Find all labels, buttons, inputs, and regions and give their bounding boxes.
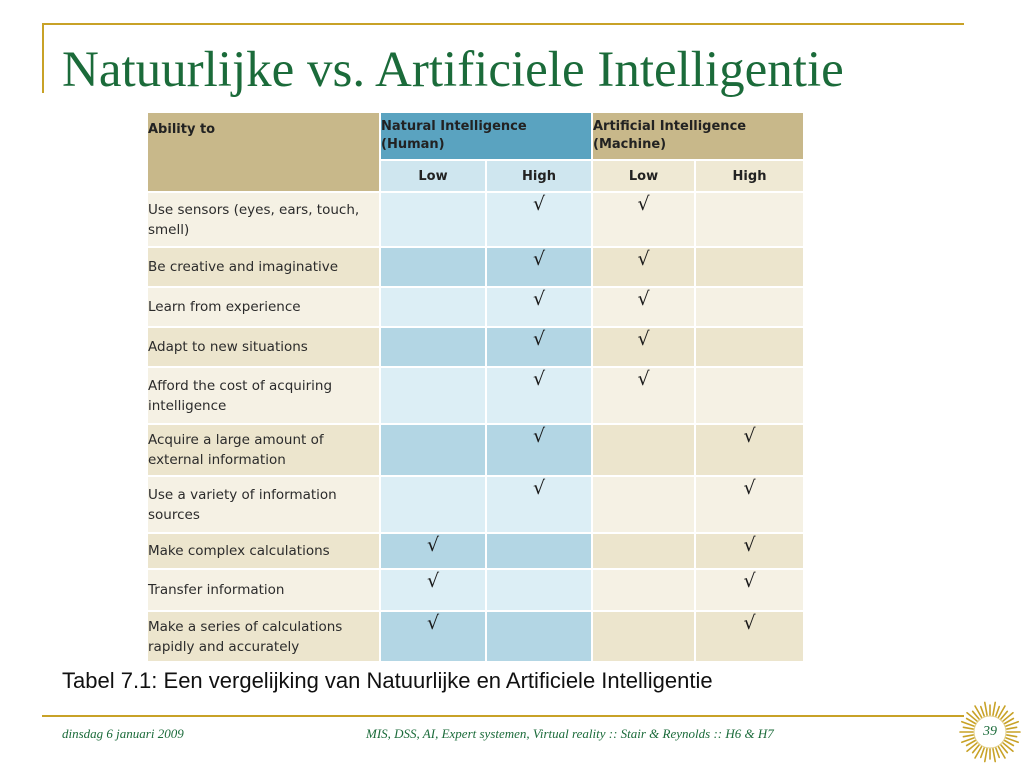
top-rule [42,23,964,25]
table-row [147,476,804,533]
cell-artificial-low [592,569,695,611]
header-natural-line2: (Human) [381,137,445,152]
cell-artificial-high [695,247,804,287]
cell-natural-high: √ [486,424,592,476]
row-label: Make a series of calculations rapidly and accurately [147,611,380,662]
cell-natural-low [380,367,486,424]
table-row [147,247,804,287]
cell-natural-high: √ [486,287,592,327]
cell-natural-low: √ [380,611,486,662]
cell-natural-high: √ [486,327,592,367]
cell-artificial-low: √ [592,367,695,424]
cell-natural-high: √ [486,247,592,287]
row-label: Make complex calculations [147,533,380,569]
footer-course-info: MIS, DSS, AI, Expert systemen, Virtual reality :: Stair & Reynolds :: H6 & H7 [366,726,774,741]
table-row [147,424,804,476]
header-artificial-intelligence [592,112,804,160]
page-number: 39 [983,724,997,739]
cell-natural-high: √ [486,476,592,533]
footer-date: dinsdag 6 januari 2009 [62,726,184,741]
header-artificial-line1: Artificial Intelligence [593,119,747,134]
comparison-table [146,111,805,663]
row-label: Adapt to new situations [147,327,380,367]
table-row [147,287,804,327]
cell-natural-high: √ [486,192,592,247]
subheader-artificial-high: High [695,160,804,192]
left-rule [42,23,44,93]
cell-natural-high [486,569,592,611]
cell-natural-low [380,192,486,247]
header-natural-line1: Natural Intelligence [381,119,527,134]
header-ability: Ability to [147,112,380,192]
cell-artificial-high [695,327,804,367]
cell-natural-high: √ [486,367,592,424]
cell-artificial-low [592,424,695,476]
row-label: Be creative and imaginative [147,247,380,287]
cell-artificial-high: √ [695,611,804,662]
row-label: Acquire a large amount of external information [147,424,380,476]
row-label: Learn from experience [147,287,380,327]
row-label: Transfer information [147,569,380,611]
row-label: Afford the cost of acquiring intelligence [147,367,380,424]
cell-natural-low: √ [380,533,486,569]
cell-natural-high [486,533,592,569]
cell-artificial-high: √ [695,569,804,611]
cell-natural-low [380,424,486,476]
table-row [147,367,804,424]
page-number-badge [958,700,1022,764]
cell-artificial-low [592,533,695,569]
row-label: Use a variety of information sources [147,476,380,533]
subheader-artificial-low: Low [592,160,695,192]
cell-artificial-high [695,287,804,327]
row-label: Use sensors (eyes, ears, touch, smell) [147,192,380,247]
header-artificial-line2: (Machine) [593,137,667,152]
cell-artificial-high [695,192,804,247]
cell-artificial-high: √ [695,533,804,569]
cell-artificial-low [592,476,695,533]
header-natural-intelligence [380,112,592,160]
cell-natural-low [380,247,486,287]
cell-artificial-high: √ [695,476,804,533]
cell-artificial-low [592,611,695,662]
cell-artificial-low: √ [592,287,695,327]
table-row [147,611,804,662]
cell-artificial-low: √ [592,192,695,247]
table-row [147,327,804,367]
table-row [147,533,804,569]
cell-natural-high [486,611,592,662]
cell-artificial-high [695,367,804,424]
table-caption: Tabel 7.1: Een vergelijking van Natuurlijke en Artificiele Intelligentie [62,668,713,693]
subheader-natural-high: High [486,160,592,192]
table-header-row [147,112,804,160]
cell-artificial-high: √ [695,424,804,476]
cell-natural-low [380,327,486,367]
bottom-rule [42,715,964,717]
subheader-natural-low: Low [380,160,486,192]
cell-natural-low [380,476,486,533]
cell-artificial-low: √ [592,327,695,367]
cell-natural-low [380,287,486,327]
table-row [147,192,804,247]
table-row [147,569,804,611]
slide-title: Natuurlijke vs. Artificiele Intelligentie [62,42,844,98]
cell-natural-low: √ [380,569,486,611]
cell-artificial-low: √ [592,247,695,287]
